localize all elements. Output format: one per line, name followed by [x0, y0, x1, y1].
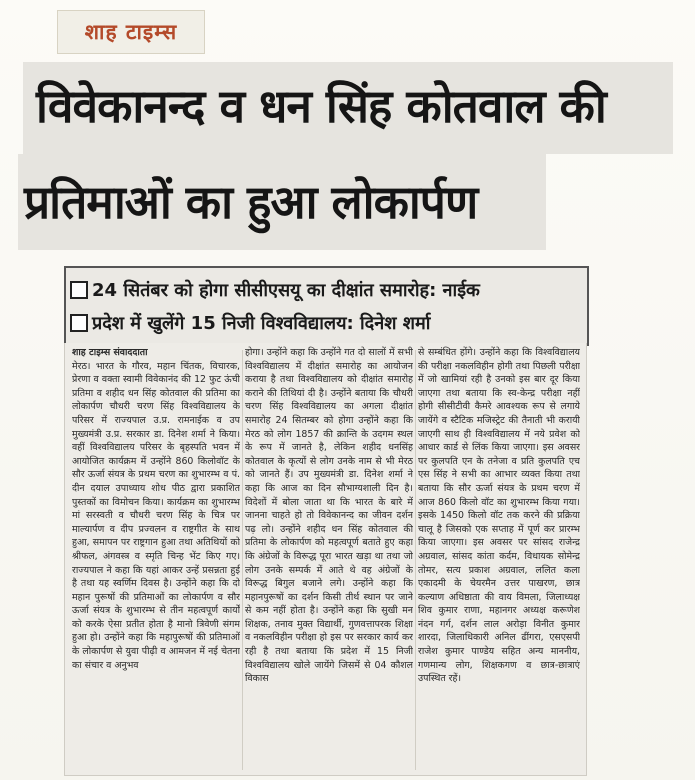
checkbox-square-icon — [70, 281, 88, 299]
column-2-text: होगा। उन्होंने कहा कि उन्होंने गत दो सालों में सभी विश्वविद्यालय में दीक्षांत समारोह का आयोजन कराया है तथा विश्वविद्यालय को दीक्षांत समारोह कराने की तिथियां दी है। उन्होंने बताया कि चौधरी चरण सिंह विश्वविद्यालय का अगला दीक्षांत समारोह 24 सितम्बर को होगा उन्होंने कहा कि मेरठ को लोग 1857 की क्रान्ति के उदगम स्थल के रूप में जानते है, लेकिन शहीद धनसिंह कोतवाल के कृत्यों से लोग उनके नाम से भी मेरठ को जानते हैं। उप मुख्यमंत्री डा. दिनेश शर्मा ने कहा कि आज का दिन सौभाग्यशाली दिन है। विदेशों में बोला जाता था कि भारत के बारे में जानना चाहते हो तो विवेकानन्द का जीवन दर्शन पढ़ लो। उन्होंने शहीद धन सिंह कोतवाल की प्रतिमा के लोकार्पण को महत्वपूर्ण बताते हुए कहा कि अंग्रेजों के विरूद्ध पूरा भारत खड़ा था तथा जो लोग उनके सम्पर्क में आते थे वह अंग्रेजों के विरूद्ध बिगुल बजाने लगे। उन्होंने कहा कि महानपुरूषों का दर्शन किसी तीर्थ स्थान पर जाने से कम नहीं होता है। उन्होंने कहा कि सुखी मन शिक्षक, तनाव मुक्त विद्यार्थी, गुणवत्तापरक शिक्षा व नकलविहीन परीक्षा हो इस पर सरकार कार्य कर रही है तथा बताया कि प्रदेश में 15 निजी विश्वविद्यालय खोले जायेंगे जिसमें से 04 कौशल विकास — [245, 347, 413, 685]
checkbox-square-icon — [70, 314, 88, 332]
subheadline-1-text: 24 सितंबर को होगा सीसीएसयू का दीक्षांत समारोह: नाईक — [92, 280, 480, 301]
column-divider — [242, 350, 243, 770]
subheadline-2 — [70, 311, 430, 335]
column-1-text: मेरठ। भारत के गौरव, महान चिंतक, विचारक, प्रेरणा व वक्ता स्वामी विवेकानंद की 12 फुट ऊंची प्रतिमा व शहीद धन सिंह कोतवाल की प्रतिमा का लोकार्पण चौधरी चरण सिंह विश्वविद्यालय के परिसर में राज्यपाल उ.प्र. रामनाईक व उप मुख्यमंत्री उ.प्र. सरकार डा. दिनेश शर्मा ने किया। वहीं विश्वविद्यालय परिसर के बृहस्पति भवन में आयोजित कार्यक्रम में उन्होंने 860 किलोवॉट के सौर ऊर्जा संयत्र के प्रथम चरण का शुभारम्भ व पं. दीन दयाल उपाध्याय शोध पीठ द्वारा प्रकाशित पुस्तकों का विमोचन किया। कार्यक्रम का शुभारम्भ मां सरस्वती व चौधरी चरण सिंह के चित्र पर माल्यार्पण व दीप प्रज्वलन व राष्ट्रगीत के साथ हुआ, समापन पर राष्ट्रगान हुआ तथा अतिथियों को श्रीफल, अंगवस्त्र व स्मृति चिन्ह भेंट किए गए। राज्यपाल ने कहा कि यहां आकर उन्हें प्रसन्नता हुई है तथा यह स्वर्णिम दिवस है। उन्होंने कहा कि दो महान पुरूषों की प्रतिमाओं का लोकार्पण व सौर ऊर्जा संयत्र के शुभारम्भ से तीन महत्वपूर्ण कार्यों को करके ऐसा प्रतीत होता है मानो त्रिवेणी संगम हुआ हो। उन्होंने कहा कि महापुरूषों की प्रतिमाओं के लोकार्पण से युवा पीढ़ी व आमजन में नई चेतना का संचार व अनुभव — [72, 360, 240, 671]
column-3-text: से सम्बंधित होंगे। उन्होंने कहा कि विश्वविद्यालय की परीक्षा नकलविहीन होगी तथा पिछली परीक्षा में जो खामियां रही है उनको इस बार दूर किया जाएगा तथा बताया कि स्व-केन्द्र परीक्षा नहीं होगी सीसीटीवी कैमरे आवश्यक रूप से लगाये जायेंगे व स्टैटिक मजिस्ट्रेट की तैनाती भी करायी जाएगी साथ ही विश्वविद्यालय में नये प्रवेश को आधार कार्ड से लिंक किया जाएगा। इस अवसर पर कुलपति एन के तनेजा व प्रति कुलपति एच एस सिंह ने सभी का आभार व्यक्त किया तथा बताया कि सौर ऊर्जा संयत्र के प्रथम चरण में आज 860 किलो वॉट का शुभारम्भ किया गया। इसके 1450 किलो वॉट तक करने की प्रक्रिया चालू है जिसको एक सप्ताह में पूर्ण कर प्रारम्भ किया जाएगा। इस अवसर पर सांसद राजेन्द्र अग्रवाल, सांसद कांता कर्दम, विधायक सोमेन्द्र तोमर, सत्य प्रकाश अग्रवाल, ललित कला एकादमी के चेयरमैन उत्तर पाखरण, छात्र कल्याण अधिष्ठाता की वाय विमला, जिलाध्यक्ष शिव कुमार राणा, महानगर अध्यक्ष करूणेश नंदन गर्ग, दर्शन लाल अरोड़ा विनीत कुमार शारदा, जिलाधिकारी अनिल ढींगरा, एसएसपी राजेश कुमार पाण्डेय सहित अन्य माननीय, गणमान्य लोग, शिक्षकगण व छात्र-छात्राएं उपस्थित रहें। — [418, 347, 580, 685]
article-column-1 — [72, 346, 240, 771]
headline-line-2: प्रतिमाओं का हुआ लोकार्पण — [24, 175, 478, 229]
subheadline-2-text: प्रदेश में खुलेंगे 15 निजी विश्वविद्यालय: दिनेश शर्मा — [92, 313, 431, 334]
headline-line-1: विवेकानन्द व धन सिंह कोतवाल की — [36, 79, 606, 133]
article-column-3 — [418, 346, 580, 771]
article-column-2 — [245, 346, 413, 771]
subheadline-1 — [70, 278, 480, 302]
newspaper-masthead: शाह टाइम्स — [57, 10, 205, 54]
column-divider — [415, 350, 416, 770]
byline: शाह टाइम्स संवाददाता — [72, 347, 148, 358]
